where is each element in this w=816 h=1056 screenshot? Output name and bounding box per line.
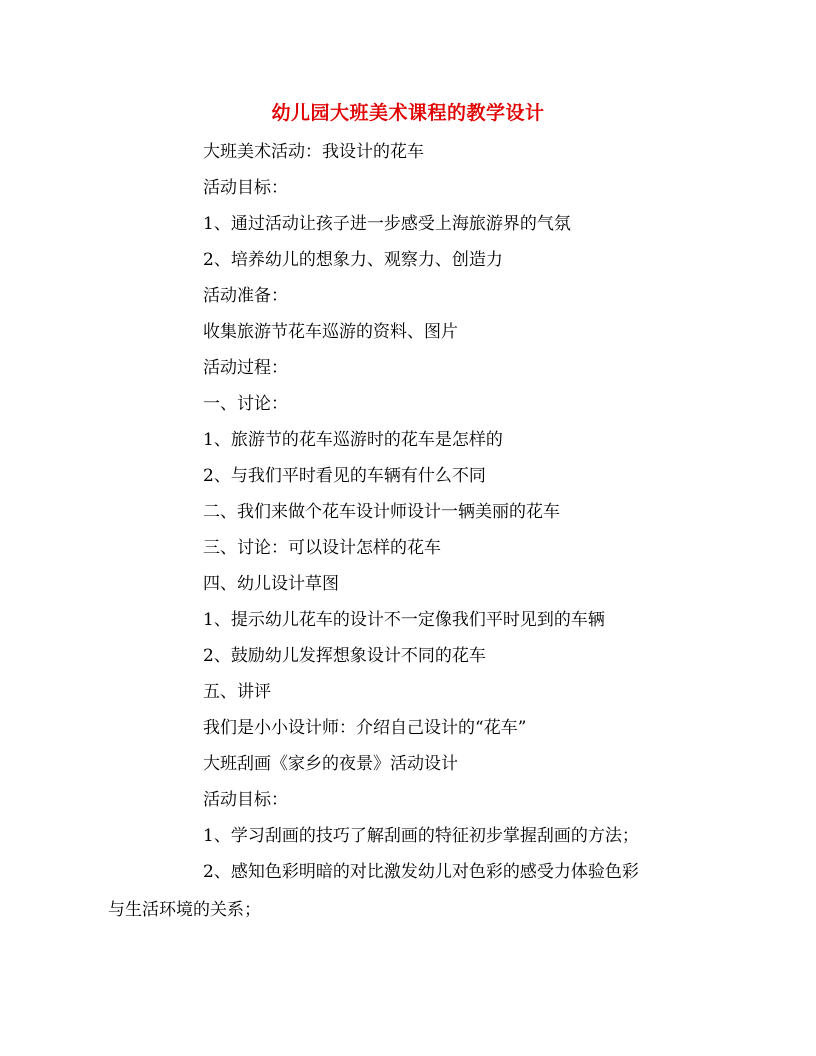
paragraph-line: 2、培养幼儿的想象力、观察力、创造力 [203, 250, 503, 270]
paragraph-line: 大班刮画《家乡的夜景》活动设计 [203, 754, 458, 774]
paragraph-line: 一、讨论： [203, 394, 288, 414]
paragraph-line: 1、提示幼儿花车的设计不一定像我们平时见到的车辆 [203, 610, 605, 630]
paragraph-line: 五、讲评 [203, 682, 271, 702]
paragraph-line: 活动目标： [203, 790, 288, 810]
paragraph-line: 我们是小小设计师：介绍自己设计的“花车” [203, 718, 527, 738]
paragraph-line: 2、与我们平时看见的车辆有什么不同 [203, 466, 486, 486]
paragraph-line: 2、鼓励幼儿发挥想象设计不同的花车 [203, 646, 486, 666]
paragraph-line-continued: 与生活环境的关系； [108, 900, 261, 920]
paragraph-line: 活动过程： [203, 358, 288, 378]
paragraph-line: 三、讨论：可以设计怎样的花车 [203, 538, 441, 558]
paragraph-line: 1、学习刮画的技巧了解刮画的特征初步掌握刮画的方法； [203, 826, 639, 846]
paragraph-line: 1、旅游节的花车巡游时的花车是怎样的 [203, 430, 503, 450]
paragraph-line: 四、幼儿设计草图 [203, 574, 339, 594]
paragraph-line: 活动准备： [203, 286, 288, 306]
document-title: 幼儿园大班美术课程的教学设计 [271, 102, 545, 124]
paragraph-line: 活动目标： [203, 178, 288, 198]
paragraph-line: 2、感知色彩明暗的对比激发幼儿对色彩的感受力体验色彩 [203, 862, 639, 882]
paragraph-line: 1、通过活动让孩子进一步感受上海旅游界的气氛 [203, 214, 571, 234]
paragraph-line: 大班美术活动：我设计的花车 [203, 142, 424, 162]
paragraph-line: 二、我们来做个花车设计师设计一辆美丽的花车 [203, 502, 560, 522]
paragraph-line: 收集旅游节花车巡游的资料、图片 [203, 322, 458, 342]
